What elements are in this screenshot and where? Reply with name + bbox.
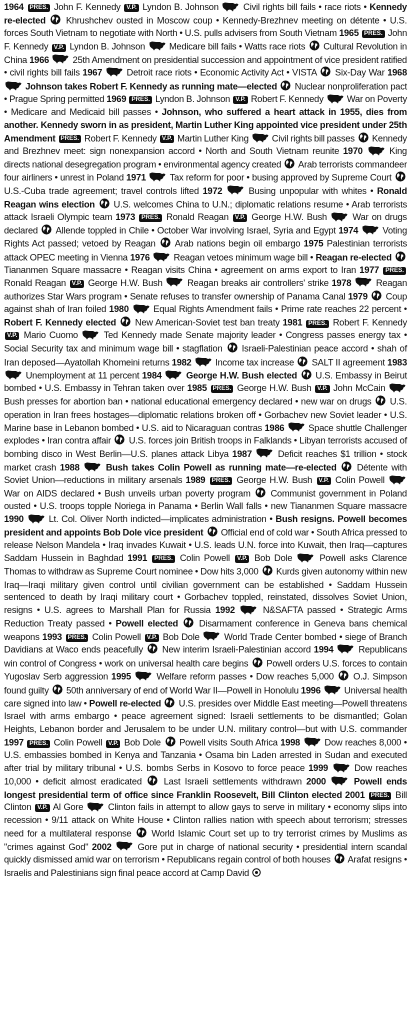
event-text: Lt. Col. Oliver North indicted—implicates administration •: [48, 514, 273, 525]
key-event-text: Reagan re-elected: [315, 252, 392, 263]
usa-map-icon: [82, 330, 99, 340]
year-label: 1970: [343, 146, 363, 157]
usa-map-icon: [28, 514, 45, 524]
year-label: 1979: [347, 291, 368, 302]
key-event-text: George H.W. Bush elected: [186, 370, 298, 381]
globe-icon: [183, 617, 194, 628]
globe-icon: [371, 290, 382, 301]
event-text: Colin Powell: [53, 737, 103, 748]
vice-president-badge: V.P.: [108, 739, 119, 747]
year-label: 2001: [345, 789, 365, 800]
event-text: Ted Kennedy made Senate majority leader • Congress passes energy tax • Social Security tax and minimum wage bill • stagflation: [4, 330, 407, 354]
event-text: Mario Cuomo: [23, 330, 78, 341]
globe-icon: [284, 158, 295, 169]
usa-map-icon: [5, 370, 22, 380]
event-text: 50th anniversary of end of World War II—Powell in Honolulu: [66, 685, 299, 695]
key-event-text: Bush takes Colin Powell as running mate—re-elected: [105, 462, 337, 473]
year-label: 1974: [338, 225, 359, 236]
event-text: Bill Clinton: [4, 789, 407, 813]
globe-icon: [52, 684, 63, 695]
vice-president-badge: V.P.: [53, 43, 65, 51]
event-text: Official end of cold war • South Africa pressed to release Nelson Mandela • Iraq invades Kuwait • U.S. leads U.N. force into Kuwait, then Iraq—captures Saddam Hussein in Baghdad: [4, 527, 408, 564]
event-text: U.S.-Cuba trade agreement; travel controls lifted: [4, 185, 199, 196]
key-event-text: Powell elected: [115, 618, 179, 629]
year-label: 1981: [282, 317, 303, 328]
globe-icon: [338, 670, 349, 681]
vice-president-badge: V.P.: [7, 332, 18, 340]
usa-map-icon: [252, 133, 269, 143]
year-label: 1965: [339, 28, 359, 39]
usa-map-icon: [133, 304, 150, 314]
year-label: 1977: [359, 265, 380, 275]
usa-map-icon: [166, 277, 183, 287]
event-text: Disarmament conference in Geneva bans chemical weapons: [4, 618, 407, 642]
event-text: Arab terrorists commandeer four airliners • unrest in Poland: [4, 159, 407, 183]
usa-map-icon: [256, 448, 273, 458]
vice-president-badge: V.P.: [37, 804, 48, 812]
event-text: Powell visits South Africa: [179, 737, 278, 748]
event-text: Space shuttle Challenger explodes • Iran contra affair: [4, 422, 407, 446]
usa-map-icon: [297, 553, 314, 563]
president-badge: PRES.: [212, 385, 232, 393]
president-badge: PRES.: [370, 791, 390, 799]
event-text: Clinton fails in attempt to allow gays to serve in military • economy slips into recession • 9/11 attack on White House • Clinton rallies nation with speech about terrorism; stresses need for a multilateral response: [4, 802, 407, 839]
year-label: 1994: [313, 644, 334, 655]
event-text: Bob Dole: [254, 553, 293, 564]
event-text: New American-Soviet test ban treaty: [135, 317, 280, 328]
year-label: 1995: [111, 671, 131, 682]
year-label: 1967: [82, 67, 103, 78]
event-text: Tiananmen Square massacre • Reagan visits China • agreement on arms export to Iran: [4, 265, 357, 275]
event-text: Detroit race riots • Economic Activity Act • VISTA: [126, 67, 317, 78]
end-mark-icon: [252, 868, 261, 877]
event-text: Coup against shah of Iran foiled: [4, 291, 407, 315]
event-text: Civil rights bill passes: [271, 133, 355, 144]
year-label: 1975: [303, 238, 324, 249]
year-label: 1998: [280, 737, 301, 748]
event-text: Welfare reform passes • Dow reaches 5,000: [156, 671, 334, 682]
event-text: Palestinian terrorists attack OPEC meeting in Vienna: [4, 238, 407, 263]
usa-map-icon: [304, 737, 321, 747]
usa-map-icon: [389, 475, 406, 485]
event-text: John F. Kennedy: [53, 2, 121, 12]
globe-icon: [147, 643, 158, 654]
globe-icon: [147, 775, 158, 786]
usa-map-icon: [203, 631, 220, 641]
event-text: Bush presses for abortion ban • national educational emergency declared • new war on drugs: [4, 396, 372, 407]
key-event-text: Powell re-elected: [89, 698, 162, 709]
globe-icon: [252, 657, 263, 668]
event-text: Six-Day War: [335, 67, 385, 78]
year-label: 1985: [187, 383, 207, 394]
globe-icon: [255, 487, 266, 498]
year-label: 1964: [4, 2, 24, 12]
vice-president-badge: V.P.: [235, 96, 246, 104]
globe-icon: [164, 697, 175, 708]
vice-president-badge: V.P.: [318, 477, 329, 484]
event-text: Martin Luther King: [177, 133, 249, 144]
event-text: U.S. forces join British troops in Falklands • Libyan terrorists accused of bombing disco in West Berlin—U.S. planes attack Libya: [4, 435, 407, 459]
usa-map-icon: [52, 54, 69, 64]
vice-president-badge: V.P.: [317, 385, 328, 393]
globe-icon: [334, 853, 345, 864]
key-event-text: Johnson takes Robert F. Kennedy as running mate—elected: [25, 81, 278, 92]
event-text: U.S. presides over Middle East meeting—Powell threatens Israel with arms embargo • peace agreement signed: Israeli settlements to be dismantled; Golan Heights, Lebanon border and Jerusalem to be under U.N. military control—but with U.S. commander: [4, 698, 407, 735]
event-text: Arafat resigns • Israelis and Palestinians sign final peace accord at Camp David: [4, 854, 407, 878]
event-text: Robert F. Kennedy: [250, 94, 324, 105]
event-text: Dow reaches 10,000 • deficit almost eradicated: [4, 763, 408, 787]
usa-map-icon: [327, 94, 344, 104]
key-event-text: Robert F. Kennedy elected: [4, 317, 117, 328]
event-text: Tax reform for poor • busing approved by Supreme Court: [169, 172, 392, 183]
event-text: Powell asks Clarence Thomas to withdraw as Supreme Court nominee • Dow hits 3,000: [4, 553, 407, 577]
event-text: Deficit reaches $1 trillion • stock market crash: [4, 448, 407, 473]
event-text: Kennedy and Brezhnev meet: sign nonexpansion accord • North and South Vietnam reunite: [4, 133, 407, 157]
year-label: 1982: [171, 357, 192, 368]
year-label: 1984: [142, 370, 162, 381]
globe-icon: [341, 461, 352, 472]
globe-icon: [50, 14, 61, 25]
usa-map-icon: [337, 644, 354, 654]
year-label: 1971: [126, 172, 146, 183]
event-text: Last Israeli settlements withdrawn: [163, 776, 302, 787]
globe-icon: [375, 395, 386, 406]
president-badge: PRES.: [60, 135, 80, 143]
usa-map-icon: [153, 252, 170, 262]
usa-map-icon: [135, 671, 152, 681]
year-label: 1976: [130, 252, 150, 263]
vice-president-badge: V.P.: [236, 555, 248, 563]
event-text: Universal health care signed into law •: [4, 685, 408, 709]
event-text: U.S. operation in Iran frees hostages—diplomatic relations broken off • Gorbachev new Soviet leader • U.S. Marine base in Lebanon bombed • U.S. aid to Nicaraguan contras: [4, 396, 408, 433]
usa-map-icon: [116, 841, 133, 851]
globe-icon: [358, 132, 369, 143]
event-text: George H.W. Bush: [87, 277, 163, 288]
year-label: 1991: [127, 553, 148, 564]
event-text: John F. Kennedy: [4, 28, 408, 52]
usa-map-icon: [165, 370, 182, 380]
globe-icon: [309, 40, 320, 51]
year-label: 1980: [109, 304, 129, 315]
key-event-text: Kennedy re-elected: [4, 2, 407, 26]
globe-icon: [41, 224, 52, 235]
globe-icon: [136, 827, 147, 838]
usa-map-icon: [333, 763, 350, 773]
event-text: George H.W. Bush: [251, 212, 327, 222]
usa-map-icon: [5, 81, 22, 91]
globe-icon: [301, 369, 312, 380]
globe-icon: [160, 237, 171, 248]
year-label: 1966: [29, 54, 50, 65]
year-label: 1990: [4, 514, 24, 525]
year-label: 1997: [4, 737, 24, 748]
year-label: 1999: [308, 763, 329, 774]
event-text: Israeli-Palestinian peace accord • shah of Iran deposed—Ayatollah Khomeini returns: [4, 343, 407, 368]
globe-icon: [120, 316, 131, 327]
event-text: Unemployment at 11 percent: [25, 370, 140, 381]
event-text: Medicare bill fails • Watts race riots: [169, 41, 306, 52]
globe-icon: [207, 526, 218, 537]
year-label: 1968: [387, 67, 408, 78]
event-text: Lyndon B. Johnson: [155, 94, 231, 105]
key-event-text: Johnson, who suffered a heart attack in 1955, dies from another. Kennedy sworn in as president, Martin Luther King appointed vice president under 25th Amendment: [4, 107, 408, 144]
event-text: World Trade Center bombed • siege of Branch Davidians at Waco ends peacefully: [4, 631, 407, 655]
usa-map-icon: [222, 2, 239, 12]
year-label: 1993: [42, 631, 62, 642]
event-text: Civil rights bill fails • race riots •: [243, 2, 367, 12]
event-text: Gore put in charge of national security • presidential intern scandal quickly dismissed amid war on terrorism • Republicans regain control of both houses: [4, 841, 407, 865]
event-text: Powell orders U.S. forces to contain Yugoslav Serb aggression: [4, 658, 407, 682]
usa-map-icon: [227, 185, 244, 195]
year-label: 1986: [264, 422, 285, 433]
event-text: Bob Dole: [162, 631, 200, 642]
event-text: War on AIDS declared • Bush unveils urban poverty program: [4, 488, 251, 499]
event-text: Reagan breaks air controllers' strike: [187, 277, 329, 288]
president-badge: PRES.: [211, 477, 231, 484]
event-text: Reagan vetoes minimum wage bill •: [173, 252, 314, 263]
key-event-text: Ronald Reagan wins election: [4, 185, 407, 210]
president-badge: PRES.: [67, 633, 87, 641]
event-text: Colin Powell: [92, 631, 141, 642]
vice-president-badge: V.P.: [71, 279, 83, 287]
globe-icon: [320, 66, 331, 77]
event-text: World Islamic Court set up to try terrorist crimes by Muslims as "crimes against God": [4, 828, 407, 852]
event-text: Détente with Soviet Union—reductions in military arsenals: [4, 462, 407, 485]
usa-map-icon: [389, 383, 406, 393]
event-text: Republicans win control of Congress • work on universal health care begins: [4, 644, 408, 669]
globe-icon: [99, 198, 110, 209]
globe-icon: [395, 171, 406, 182]
event-text: George H.W. Bush: [236, 475, 313, 485]
usa-map-icon: [149, 41, 166, 51]
usa-map-icon: [331, 212, 348, 222]
president-badge: PRES.: [141, 214, 160, 221]
vice-president-badge: V.P.: [146, 633, 158, 641]
event-text: Income tax increase: [215, 357, 294, 368]
usa-map-icon: [149, 172, 166, 182]
event-text: War on Poverty • Medicare and Medicaid bill passes •: [4, 94, 407, 117]
event-text: George H.W. Bush: [236, 383, 312, 394]
usa-map-icon: [195, 357, 212, 367]
vice-president-badge: V.P.: [126, 4, 137, 11]
event-text: John McCain: [333, 383, 386, 394]
usa-map-icon: [288, 422, 305, 432]
event-text: Lyndon B. Johnson: [69, 41, 146, 52]
event-text: Lyndon B. Johnson: [142, 2, 219, 12]
event-text: Nuclear nonproliferation pact • Prague Spring permitted: [4, 81, 407, 105]
year-label: 1983: [387, 357, 407, 368]
president-badge: PRES.: [29, 4, 49, 11]
usa-map-icon: [240, 605, 257, 615]
event-text: War on drugs declared: [4, 212, 407, 236]
event-text: Kurds given autonomy within new Iraq—Iraqi military given control until civilian government can be established • Saddam Hussein sentenced to death by Iraqi military court • Gorbachev toppled, reinstated, dissolves Soviet Union, resigns • U.S. agrees to Marshall Plan for Russia: [4, 566, 407, 616]
event-text: Robert F. Kennedy: [84, 133, 157, 144]
event-text: Voting Rights Act passed; vetoed by Reagan: [4, 225, 408, 249]
event-text: King directs national desegregation program • environmental agency created: [4, 146, 407, 170]
key-event-text: Bush resigns. Powell becomes president and appoints Bob Dole vice president: [4, 514, 408, 538]
president-badge: PRES.: [131, 96, 151, 104]
event-text: Reagan authorizes Star Wars program • Senate refuses to transfer ownership of Panama Canal: [4, 277, 408, 302]
event-text: Robert F. Kennedy: [332, 317, 408, 328]
event-text: Bob Dole: [124, 737, 161, 748]
usa-map-icon: [362, 225, 379, 235]
key-event-text: Powell ends longest presidential term of office since Franklin Roosevelt, Bill Clinton elected: [4, 776, 408, 800]
event-text: Colin Powell: [179, 553, 230, 564]
event-text: Arab nations begin oil embargo: [174, 238, 301, 249]
usa-map-icon: [84, 462, 101, 472]
year-label: 1978: [331, 277, 352, 288]
president-badge: PRES.: [308, 319, 327, 327]
globe-icon: [227, 342, 238, 353]
year-label: 1988: [59, 462, 80, 473]
usa-map-icon: [106, 67, 123, 77]
event-text: U.S. Embassy in Beirut bombed • U.S. Embassy in Tehran taken over: [4, 370, 408, 394]
event-text: Ronald Reagan: [166, 212, 229, 222]
event-text: Communist government in Poland ousted • U.S. troops topple Noriega in Panama • Berlin Wall falls • new Tiananmen Square massacre: [4, 488, 407, 512]
globe-icon: [114, 434, 125, 445]
president-badge: PRES.: [385, 267, 404, 274]
event-text: Khrushchev ousted in Moscow coup • Kennedy-Brezhnev meeting on détente • U.S. forces South Vietnam to negotiate with North • U.S. pulls advisers from South Vietnam: [4, 15, 407, 39]
year-label: 1969: [106, 94, 127, 105]
event-text: Ronald Reagan: [4, 277, 66, 288]
usa-map-icon: [355, 277, 372, 287]
event-text: Colin Powell: [335, 475, 385, 485]
usa-map-icon: [87, 802, 104, 812]
usa-map-icon: [324, 685, 341, 695]
vice-president-badge: V.P.: [234, 214, 246, 221]
usa-map-icon: [331, 776, 348, 786]
event-text: U.S. welcomes China to U.N.; diplomatic relations resume • Arab terrorists attack Israeli Olympic team: [4, 199, 407, 222]
event-text: Busing unpopular with whites •: [248, 185, 374, 196]
event-text: Al Gore: [52, 802, 84, 813]
event-text: Equal Rights Amendment fails • Prime rate reaches 22 percent •: [153, 304, 407, 315]
globe-icon: [165, 736, 176, 747]
event-text: New interim Israeli-Palestinian accord: [162, 644, 311, 655]
event-text: SALT II agreement: [311, 357, 385, 368]
year-label: 1972: [202, 185, 223, 196]
year-label: 2002: [91, 841, 112, 852]
event-text: Dow reaches 8,000 • U.S. embassies bombed in Kenya and Tanzania • Osama bin Laden arrested in Sudan and executed after trial by military tribunal • U.S. bombs Serbs in Kosovo to force peace: [4, 737, 407, 774]
year-label: 1996: [300, 685, 321, 695]
event-text: 25th Amendment on presidential succession and appointment of vice president ratified • civil rights bill fails: [4, 54, 407, 78]
president-badge: PRES.: [364, 30, 383, 38]
event-text: Allende toppled in Chile • October War involving Israel, Syria and Egypt: [55, 225, 336, 236]
year-label: 2000: [306, 776, 326, 787]
year-label: 1992: [215, 605, 235, 616]
year-label: 1973: [115, 212, 136, 222]
event-text: Cultural Revolution in China: [4, 41, 407, 65]
event-text: O.J. Simpson found guilty: [4, 671, 407, 695]
globe-icon: [395, 251, 406, 262]
year-label: 1987: [232, 448, 252, 459]
vice-president-badge: V.P.: [161, 135, 173, 143]
globe-icon: [297, 356, 308, 367]
event-text: N&SAFTA passed • Strategic Arms Reduction Treaty passed •: [4, 605, 407, 629]
president-badge: PRES.: [29, 739, 48, 747]
globe-icon: [280, 80, 291, 91]
usa-map-icon: [368, 146, 385, 156]
president-badge: PRES.: [154, 555, 173, 563]
year-label: 1989: [185, 475, 206, 485]
globe-icon: [262, 565, 273, 576]
